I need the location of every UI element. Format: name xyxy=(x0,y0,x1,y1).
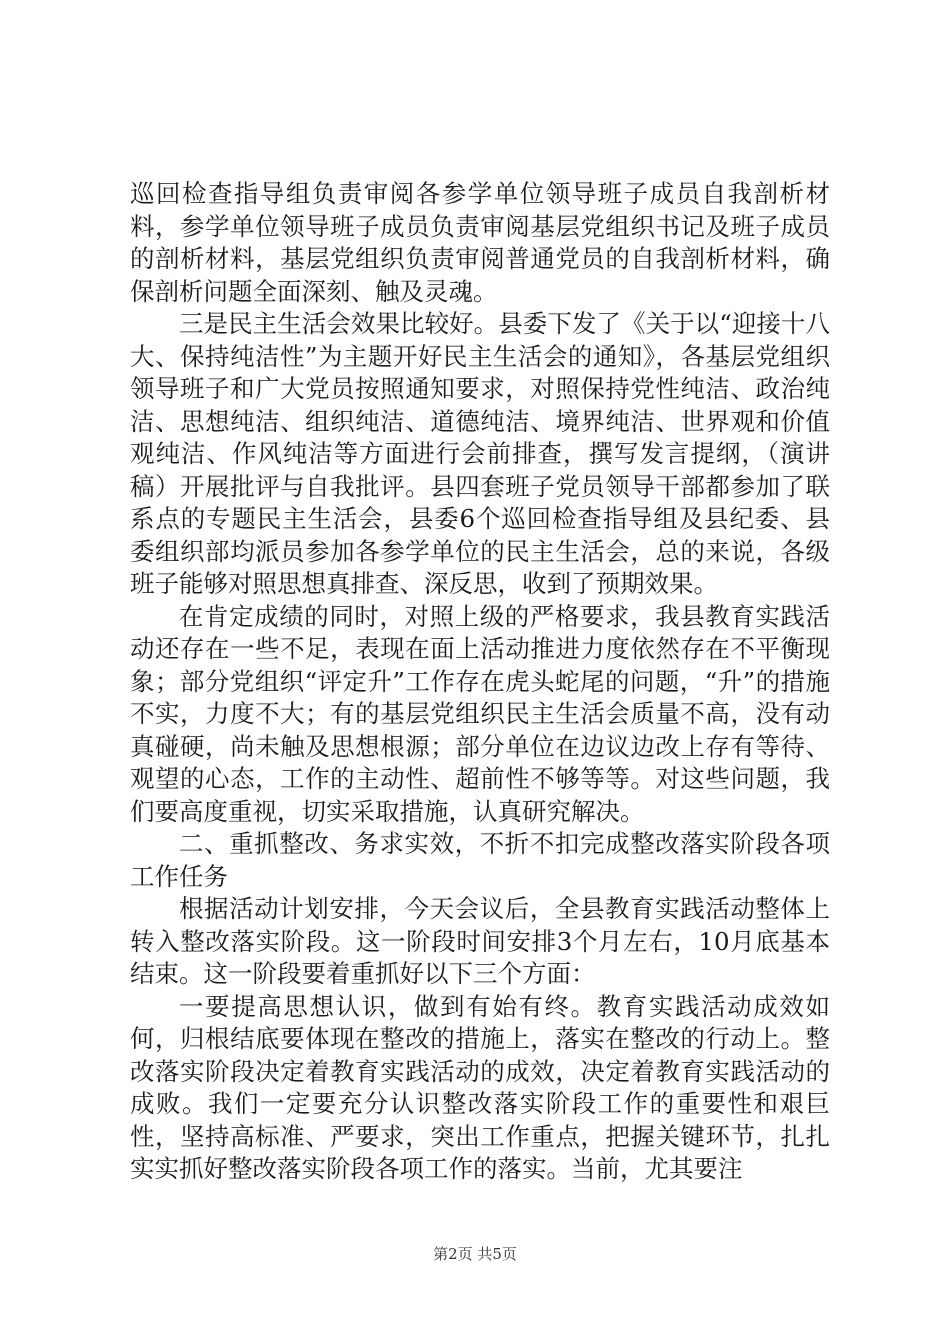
paragraph-3: 在肯定成绩的同时，对照上级的严格要求，我县教育实践活动还存在一些不足，表现在面上活动推进力度依然存在不平衡现象；部分党组织“评定升”工作存在虎头蛇尾的问题，“升”的措施不实，力度不大；有的基层党组织民主生活会质量不高，没有动真碰硬，尚未触及思想根源；部分单位在边议边改上存有等待、观望的心态，工作的主动性、超前性不够等等。对这些问题，我们要高度重视，切实采取措施，认真研究解决。 xyxy=(130,601,830,826)
document-body xyxy=(130,178,830,1186)
paragraph-1: 巡回检查指导组负责审阅各参学单位领导班子成员自我剖析材料，参学单位领导班子成员负责审阅基层党组织书记及班子成员的剖析材料，基层党组织负责审阅普通党员的自我剖析材料，确保剖析问题全面深刻、触及灵魂。 xyxy=(130,179,830,306)
page-footer xyxy=(0,1243,950,1264)
section-heading: 二、重抓整改、务求实效，不折不扣完成整改落实阶段各项工作任务 xyxy=(130,829,830,891)
page-number-label: 第2页 共5页 xyxy=(433,1245,517,1263)
paragraph-4: 根据活动计划安排，今天会议后，全县教育实践活动整体上转入整改落实阶段。这一阶段时间安排3个月左右，10月底基本结束。这一阶段要着重抓好以下三个方面： xyxy=(130,894,830,988)
paragraph-5: 一要提高思想认识，做到有始有终。教育实践活动成效如何，归根结底要体现在整改的措施上，落实在整改的行动上。整改落实阶段决定着教育实践活动的成效，决定着教育实践活动的成败。我们一定要充分认识整改落实阶段工作的重要性和艰巨性，坚持高标准、严要求，突出工作重点，把握关键环节，扎扎实实抓好整改落实阶段各项工作的落实。当前，尤其要注 xyxy=(130,991,830,1183)
paragraph-2: 三是民主生活会效果比较好。县委下发了《关于以“迎接十八大、保持纯洁性”为主题开好民主生活会的通知》，各基层党组织领导班子和广大党员按照通知要求，对照保持党性纯洁、政治纯洁、思想纯洁、组织纯洁、道德纯洁、境界纯洁、世界观和价值观纯洁、作风纯洁等方面进行会前排查，撰写发言提纲，（演讲稿）开展批评与自我批评。县四套班子党员领导干部都参加了联系点的专题民主生活会，县委6个巡回检查指导组及县纪委、县委组织部均派员参加各参学单位的民主生活会，总的来说，各级班子能够对照思想真排查、深反思，收到了预期效果。 xyxy=(130,309,830,598)
